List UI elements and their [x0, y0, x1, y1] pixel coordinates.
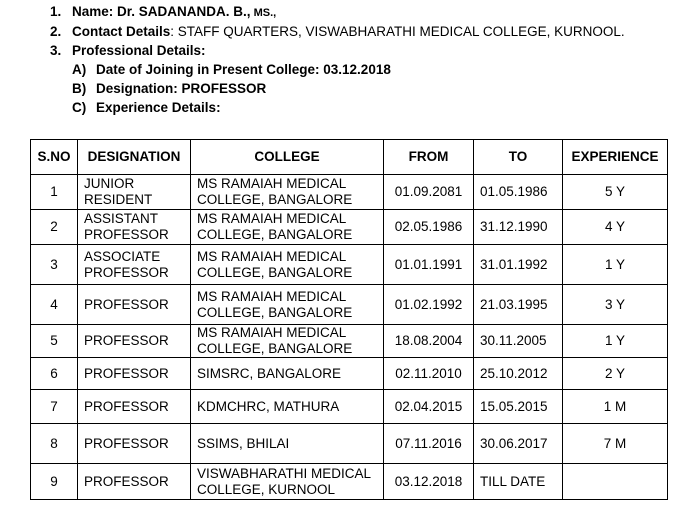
header-college: COLLEGE [191, 140, 384, 175]
cell-designation [78, 245, 191, 285]
header-experience: EXPERIENCE [563, 140, 668, 175]
cell-college-line: MS RAMAIAH MEDICAL [197, 325, 347, 340]
contact-value: : STAFF QUARTERS, VISWABHARATHI MEDICAL COLLEGE, KURNOOL. [170, 24, 625, 39]
sub-item-text: Experience Details: [96, 100, 221, 115]
cell-college [191, 325, 384, 358]
cell-college [191, 175, 384, 210]
item-number-3: 3. [50, 43, 62, 58]
cell-sno: 1 [31, 175, 78, 210]
cell-experience: 1 Y [563, 245, 668, 285]
cell-college-line: MS RAMAIAH MEDICAL [197, 176, 347, 191]
table-row [31, 464, 668, 500]
cell-designation-line: PROFESSOR [84, 365, 169, 381]
cell-designation [78, 210, 191, 245]
header-designation: DESIGNATION [78, 140, 191, 175]
contact-label: Contact Details [72, 24, 171, 39]
cell-college-line: MS RAMAIAH MEDICAL [197, 211, 347, 226]
cell-designation [78, 175, 191, 210]
cell-from: 18.08.2004 [384, 325, 474, 358]
cell-experience [563, 464, 668, 500]
table-body [31, 175, 668, 500]
sub-item-date-joining [72, 62, 391, 77]
professional-details-heading: Professional Details: [72, 43, 206, 58]
cell-to: TILL DATE [474, 464, 563, 500]
cell-sno: 4 [31, 285, 78, 325]
cell-sno: 5 [31, 325, 78, 358]
cell-experience: 1 M [563, 390, 668, 424]
cell-college-line: COLLEGE, BANGALORE [197, 304, 353, 320]
cell-designation-line: PROFESSOR [84, 296, 169, 312]
experience-table [30, 139, 668, 500]
sub-item-experience [72, 100, 221, 115]
cell-to: 31.01.1992 [474, 245, 563, 285]
table-row [31, 424, 668, 464]
cell-college [191, 285, 384, 325]
cell-from: 03.12.2018 [384, 464, 474, 500]
cell-college-line: COLLEGE, BANGALORE [197, 192, 353, 207]
item-number-2: 2. [50, 24, 62, 39]
cell-designation-line: JUNIOR [84, 176, 135, 191]
cell-from: 01.02.1992 [384, 285, 474, 325]
cell-from: 02.04.2015 [384, 390, 474, 424]
cell-designation-line: ASSISTANT [84, 211, 159, 226]
table-row [31, 210, 668, 245]
cell-sno: 6 [31, 358, 78, 390]
cell-college-line: COLLEGE, BANGALORE [197, 227, 353, 242]
sub-item-text: Designation: PROFESSOR [96, 81, 267, 96]
cell-experience: 5 Y [563, 175, 668, 210]
name-suffix: MS., [250, 7, 277, 19]
cell-designation-line: PROFESSOR [84, 398, 169, 414]
table-row [31, 175, 668, 210]
cell-experience: 1 Y [563, 325, 668, 358]
cell-to: 30.11.2005 [474, 325, 563, 358]
cell-designation [78, 358, 191, 390]
cell-college [191, 358, 384, 390]
cell-to: 21.03.1995 [474, 285, 563, 325]
sub-item-letter: C) [72, 100, 87, 115]
table-row [31, 358, 668, 390]
cell-college [191, 210, 384, 245]
cell-experience: 7 M [563, 424, 668, 464]
cell-designation [78, 424, 191, 464]
table-row [31, 285, 668, 325]
table-row [31, 390, 668, 424]
header-sno: S.NO [31, 140, 78, 175]
cell-college [191, 464, 384, 500]
cell-college [191, 390, 384, 424]
item-number-1: 1. [50, 4, 62, 19]
name-label: Name: Dr. SADANANDA. B., [72, 4, 251, 19]
cell-designation-line: ASSOCIATE [84, 248, 161, 264]
cell-designation-line: PROFESSOR [84, 435, 169, 451]
cell-from: 02.11.2010 [384, 358, 474, 390]
cell-to: 01.05.1986 [474, 175, 563, 210]
cell-designation-line: RESIDENT [84, 192, 153, 207]
table-row [31, 325, 668, 358]
cell-experience: 2 Y [563, 358, 668, 390]
cell-designation [78, 464, 191, 500]
sub-item-letter: A) [72, 62, 87, 77]
cell-experience: 3 Y [563, 285, 668, 325]
cell-designation-line: PROFESSOR [84, 333, 169, 348]
cell-designation [78, 390, 191, 424]
cell-designation-line: PROFESSOR [84, 473, 169, 489]
cell-from: 02.05.1986 [384, 210, 474, 245]
cell-sno: 7 [31, 390, 78, 424]
sub-item-text: Date of Joining in Present College: 03.12.2018 [96, 62, 391, 77]
table-header-row [31, 140, 668, 175]
cell-sno: 2 [31, 210, 78, 245]
cell-from: 01.01.1991 [384, 245, 474, 285]
cell-designation-line: PROFESSOR [84, 227, 169, 242]
cell-from: 01.09.2081 [384, 175, 474, 210]
cell-sno: 8 [31, 424, 78, 464]
cell-sno: 9 [31, 464, 78, 500]
name-line [72, 4, 276, 19]
contact-line [72, 24, 625, 39]
cell-to: 30.06.2017 [474, 424, 563, 464]
cell-designation [78, 325, 191, 358]
cell-sno: 3 [31, 245, 78, 285]
cell-college-line: MS RAMAIAH MEDICAL [197, 248, 347, 264]
cell-designation-line: PROFESSOR [84, 264, 169, 280]
header-to: TO [474, 140, 563, 175]
cell-college [191, 245, 384, 285]
header-from: FROM [384, 140, 474, 175]
cell-college-line: COLLEGE, KURNOOL [197, 481, 336, 497]
table-row [31, 245, 668, 285]
cell-from: 07.11.2016 [384, 424, 474, 464]
cell-college-line: KDMCHRC, MATHURA [197, 398, 340, 414]
cell-designation [78, 285, 191, 325]
cell-to: 25.10.2012 [474, 358, 563, 390]
cell-experience: 4 Y [563, 210, 668, 245]
cell-college-line: COLLEGE, BANGALORE [197, 341, 353, 356]
cell-college-line: MS RAMAIAH MEDICAL [197, 288, 347, 304]
cell-college-line: VISWABHARATHI MEDICAL [197, 465, 372, 481]
cell-to: 31.12.1990 [474, 210, 563, 245]
cell-college-line: SSIMS, BHILAI [197, 435, 290, 451]
sub-item-designation [72, 81, 266, 96]
sub-item-letter: B) [72, 81, 87, 96]
cell-college-line: COLLEGE, BANGALORE [197, 264, 353, 280]
cell-college-line: SIMSRC, BANGALORE [197, 365, 342, 381]
cell-to: 15.05.2015 [474, 390, 563, 424]
cell-college [191, 424, 384, 464]
